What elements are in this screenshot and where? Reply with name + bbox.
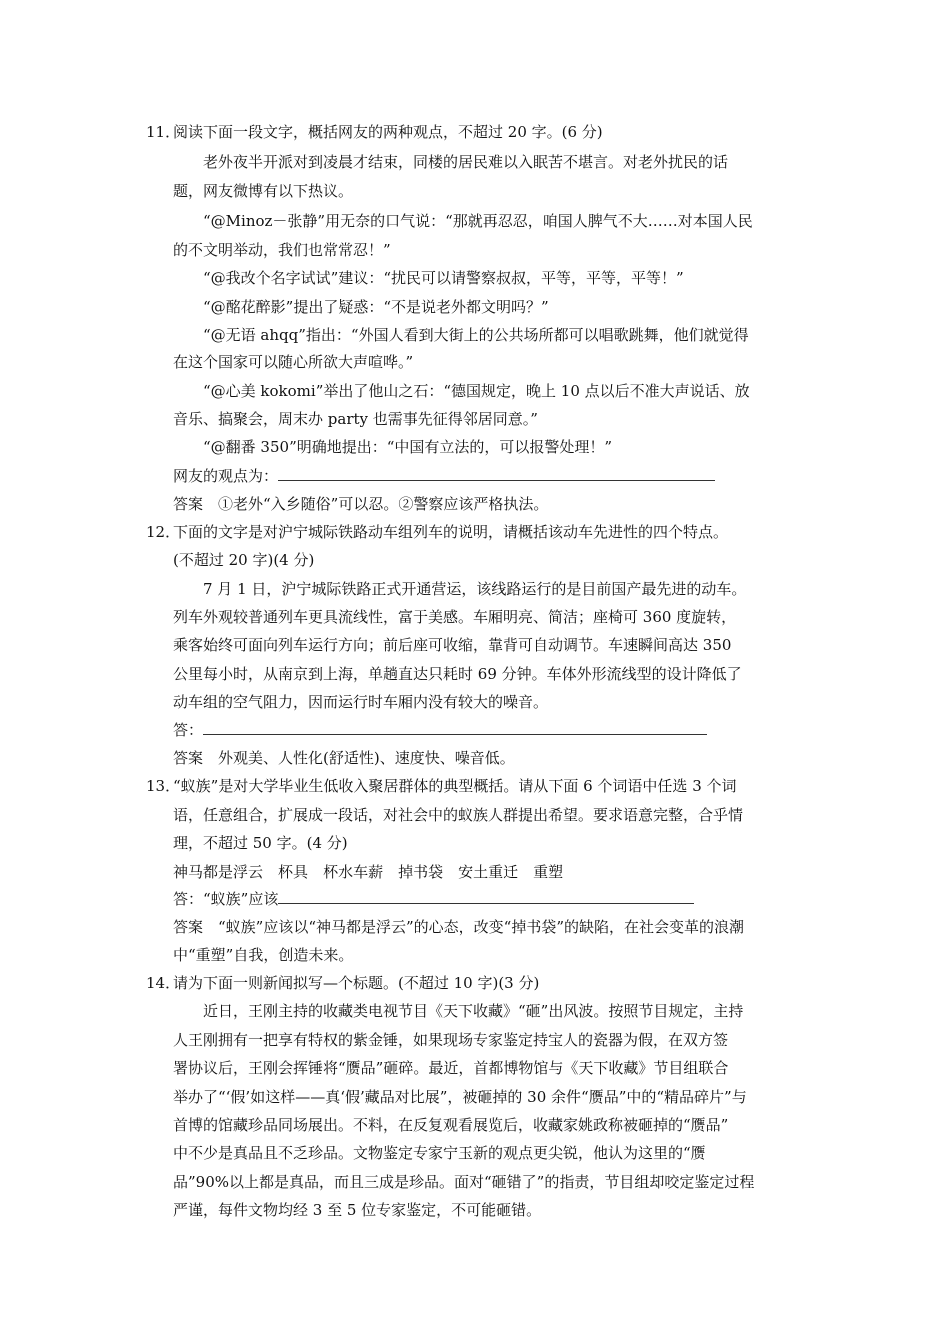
q12-number: 12． [146, 523, 181, 541]
q14-passage-line: 署协议后，王刚会挥锤将“赝品”砸碎。最近，首都博物馆与《天下收藏》节目组联合 [173, 1059, 729, 1077]
q11-passage-line: 音乐、搞聚会，周末办 party 也需事先征得邻居同意。” [173, 410, 538, 428]
q13-word: 掉书袋 [398, 863, 444, 881]
q12-passage-line: 7 月 1 日，沪宁城际铁路正式开通营运，该线路运行的是目前国产最先进的动车。 [203, 580, 747, 598]
q11-passage-line: 在这个国家可以随心所欲大声喧哗。” [173, 353, 414, 371]
q11-passage-line: “@翻番 350”明确地提出：“中国有立法的，可以报警处理！” [203, 438, 613, 456]
q13-number: 13． [146, 777, 181, 795]
q11-passage-line: 题，网友微博有以下热议。 [173, 182, 354, 200]
q11-passage-line: “@我改个名字试试”建议：“扰民可以请警察叔叔，平等，平等，平等！” [203, 269, 684, 287]
q14-passage-line: 首博的馆藏珍品同场展出。不料，在反复观看展览后，收藏家姚政称被砸掉的“赝品” [173, 1116, 729, 1134]
q14-number: 14． [146, 974, 181, 992]
q13-answer-key-line: 中“重塑”自我，创造未来。 [173, 946, 354, 964]
q11-passage-line: “@Minoz－张静”用无奈的口气说：“那就再忍忍，咱国人脾气不大……对本国人民 [203, 212, 753, 230]
q11-answer-key: 答案 ①老外“入乡随俗”可以忍。②警察应该严格执法。 [173, 495, 549, 513]
q13-word-list [173, 862, 563, 882]
q13-word: 神马都是浮云 [173, 863, 264, 881]
q14-passage-line: 中不少是真品且不乏珍品。文物鉴定专家宁玉新的观点更尖锐，他认为这里的“赝 [173, 1144, 706, 1162]
q14-passage-line: 品”90%以上都是真品，而且三成是珍品。面对“砸错了”的指责，节目组却咬定鉴定过程 [173, 1173, 755, 1191]
q12-answer-row [173, 720, 707, 740]
q12-answer-key: 答案 外观美、人性化(舒适性)、速度快、噪音低。 [173, 749, 515, 767]
q13-prompt-line: 语，任意组合，扩展成一段话，对社会中的蚁族人群提出希望。要求语意完整，合乎情 [173, 806, 744, 824]
q13-prompt-line: “蚁族”是对大学毕业生低收入聚居群体的典型概括。请从下面 6 个词语中任选 3 个词 [173, 777, 737, 795]
q14-passage-line: 人王刚拥有一把享有特权的紫金锤，如果现场专家鉴定持宝人的瓷器为假，在双方签 [173, 1031, 729, 1049]
q12-prompt-line: 下面的文字是对沪宁城际铁路动车组列车的说明，请概括该动车先进性的四个特点。 [173, 523, 729, 541]
q14-passage-line: 严谨，每件文物均经 3 至 5 位专家鉴定，不可能砸错。 [173, 1201, 542, 1219]
q11-prompt: 阅读下面一段文字，概括网友的两种观点，不超过 20 字。(6 分) [173, 123, 603, 141]
q11-passage-line: “@心美 kokomi”举出了他山之石：“德国规定，晚上 10 点以后不准大声说话、放 [203, 382, 750, 400]
q12-answer-label: 答： [173, 721, 204, 739]
q12-prompt-line: (不超过 20 字)(4 分) [173, 551, 315, 569]
q13-prompt-line: 理，不超过 50 字。(4 分) [173, 834, 348, 852]
q11-answer-row [173, 466, 715, 486]
q13-answer-key-line: 答案 “蚁族”应该以“神马都是浮云”的心态，改变“掉书袋”的缺陷，在社会变革的浪潮 [173, 918, 745, 936]
q12-passage-line: 动车组的空气阻力，因而运行时车厢内没有较大的噪音。 [173, 693, 549, 711]
q13-answer-blank[interactable] [278, 889, 694, 904]
q13-answer-row [173, 889, 694, 909]
q11-passage-line: 老外夜半开派对到凌晨才结束，同楼的居民难以入眠苦不堪言。对老外扰民的话 [203, 153, 729, 171]
q12-passage-line: 公里每小时，从南京到上海，单趟直达只耗时 69 分钟。车体外形流线型的设计降低了 [173, 665, 742, 683]
q14-passage-line: 近日，王刚主持的收藏类电视节目《天下收藏》“砸”出风波。按照节目规定，主持 [203, 1002, 744, 1020]
q12-passage-line: 列车外观较普通列车更具流线性，富于美感。车厢明亮、简洁；座椅可 360 度旋转， [173, 608, 737, 626]
q12-passage-line: 乘客始终可面向列车运行方向；前后座可收缩，靠背可自动调节。车速瞬间高达 350 [173, 636, 732, 654]
q13-word: 杯具 [278, 863, 309, 881]
q11-answer-label: 网友的观点为： [173, 467, 279, 485]
q14-passage-line: 举办了“‘假’如这样——真‘假’藏品对比展”，被砸掉的 30 余件“赝品”中的“精品碎片”与 [173, 1088, 747, 1106]
q13-word: 安土重迁 [458, 863, 519, 881]
q13-word: 杯水车薪 [323, 863, 384, 881]
q11-answer-blank[interactable] [278, 466, 715, 481]
q13-answer-label: 答：“蚁族”应该 [173, 890, 279, 908]
q14-prompt: 请为下面一则新闻拟写—个标题。(不超过 10 字)(3 分) [173, 974, 540, 992]
q13-word: 重塑 [533, 863, 564, 881]
q11-passage-line: “@酩花醉影”提出了疑惑：“不是说老外都文明吗？” [203, 298, 549, 316]
q11-passage-line: “@无语 ahqq”指出：“外国人看到大街上的公共场所都可以唱歌跳舞，他们就觉得 [203, 326, 749, 344]
q11-passage-line: 的不文明举动，我们也常常忍！” [173, 241, 391, 259]
q11-number: 11． [146, 123, 181, 141]
q12-answer-blank[interactable] [203, 720, 707, 735]
